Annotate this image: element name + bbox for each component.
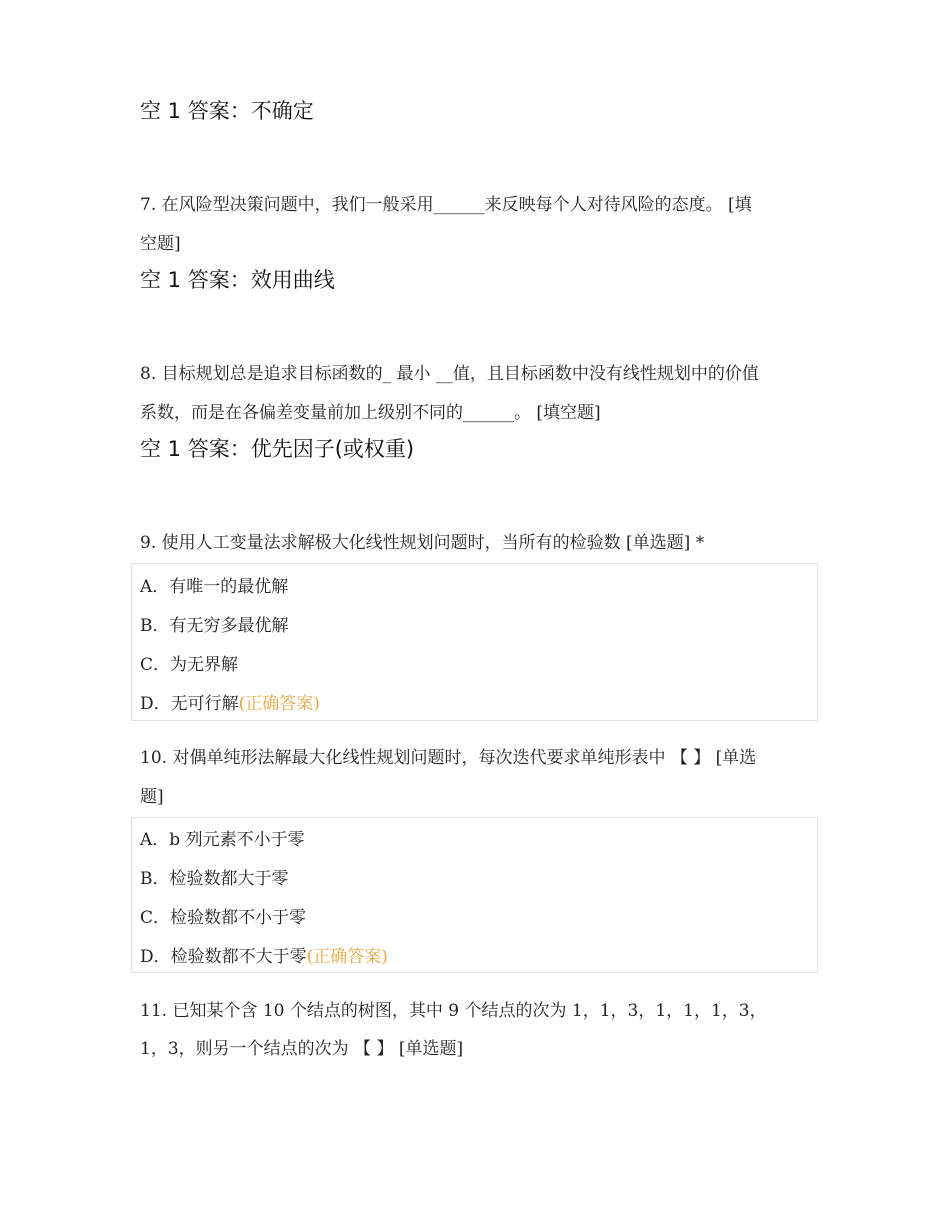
question-8-line-2: 系数，而是在各偏差变量前加上级别不同的______。 [填空题] bbox=[140, 403, 601, 423]
answer-6 bbox=[140, 95, 314, 125]
question-11-line-1: 11. 已知某个含 10 个结点的树图，其中 9 个结点的次为 1，1，3，1，1，1，3， bbox=[140, 1001, 767, 1021]
option-text: D．检验数都不大于零 bbox=[140, 947, 307, 967]
question-7-line-1: 7. 在风险型决策问题中，我们一般采用______来反映每个人对待风险的态度。 [填 bbox=[140, 195, 752, 215]
answer-prefix: 空 1 答案： bbox=[140, 437, 251, 461]
question-11-line-2: 1，3，则另一个结点的次为 【 】 [单选题] bbox=[140, 1039, 464, 1059]
question-10-line-1: 10. 对偶单纯形法解最大化线性规划问题时，每次迭代要求单纯形表中 【 】 [单选 bbox=[140, 748, 757, 768]
option-10-a[interactable] bbox=[140, 825, 305, 850]
option-10-c[interactable] bbox=[140, 903, 306, 928]
option-text: B．有无穷多最优解 bbox=[140, 616, 289, 636]
question-9-line-1: 9. 使用人工变量法求解极大化线性规划问题时，当所有的检验数 [单选题] * bbox=[140, 533, 705, 553]
answer-value: 优先因子(或权重) bbox=[250, 437, 415, 461]
answer-prefix: 空 1 答案： bbox=[140, 99, 251, 123]
option-9-a[interactable] bbox=[140, 572, 288, 597]
option-text: A．有唯一的最优解 bbox=[140, 577, 289, 597]
option-10-d[interactable] bbox=[140, 942, 388, 967]
correct-answer-tag: (正确答案) bbox=[238, 694, 320, 714]
answer-value: 效用曲线 bbox=[250, 268, 335, 292]
option-text: C．检验数都不小于零 bbox=[140, 908, 307, 928]
option-9-b[interactable] bbox=[140, 611, 289, 636]
answer-8 bbox=[140, 433, 414, 463]
answer-7 bbox=[140, 264, 335, 294]
answer-prefix: 空 1 答案： bbox=[140, 268, 251, 292]
option-text: C．为无界解 bbox=[140, 655, 239, 675]
option-10-b[interactable] bbox=[140, 864, 289, 889]
question-7-line-2: 空题] bbox=[140, 234, 181, 254]
correct-answer-tag: (正确答案) bbox=[306, 947, 388, 967]
answer-value: 不确定 bbox=[250, 99, 314, 123]
option-text: B．检验数都大于零 bbox=[140, 869, 289, 889]
option-9-c[interactable] bbox=[140, 650, 238, 675]
question-10-line-2: 题] bbox=[140, 787, 164, 807]
question-8-line-1: 8. 目标规划总是追求目标函数的_ 最小 __值，且目标函数中没有线性规划中的价值 bbox=[140, 364, 759, 384]
option-9-d[interactable] bbox=[140, 689, 320, 714]
option-text: A．b 列元素不小于零 bbox=[140, 830, 305, 850]
option-text: D．无可行解 bbox=[140, 694, 239, 714]
